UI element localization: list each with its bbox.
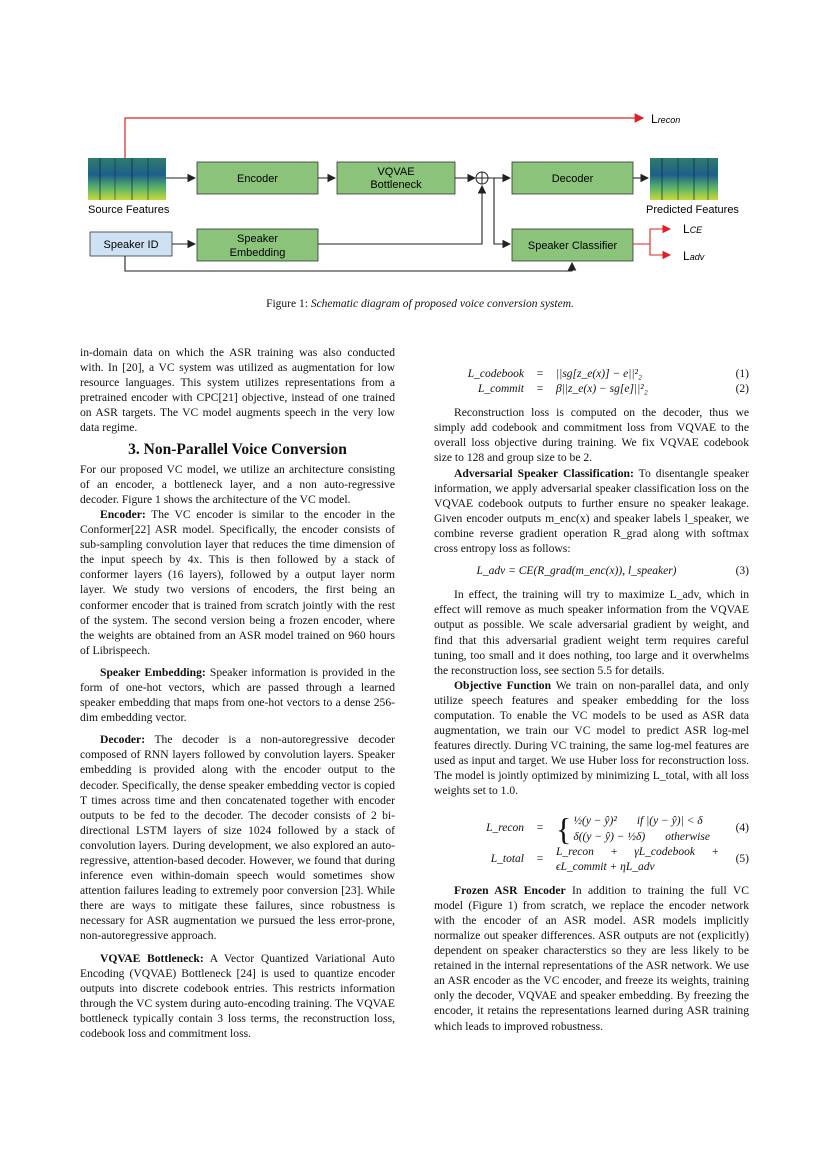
frozen-encoder-paragraph: Frozen ASR Encoder In addition to training the full VC model (Figure 1) from scratch, we replace the encoder network with the encoder of an ASR model. ASR models implicitly normalize out speaker differences. ASR outputs are not (explicitly) dependent on speaker characterstics so they are less likely to be retained in the internal representations of the ASR network. We use an ASR encoder as the VC encoder, and freeze its weights, training only the decoder, VQVAE and speaker embedding. By freezing the encoder, it retains the representations learned during ASR training which leads to improved robustness.: [434, 883, 749, 1033]
speaker-embedding-label-2: Embedding: [229, 247, 286, 259]
l-ce-label: LCE: [683, 222, 703, 236]
left-column: [80, 345, 395, 1041]
recon-paragraph: Reconstruction loss is computed on the decoder, thus we simply add codebook and commitment loss from VQVAE to the overall loss objective during training. We fix VQVAE codebook size to 128 and group size to be 2.: [434, 406, 749, 465]
speaker-id-label: Speaker ID: [103, 239, 159, 251]
right-column: [434, 345, 749, 1034]
figure-caption: Figure 1: Schematic diagram of proposed voice conversion system.: [266, 298, 574, 310]
l-adv-label: Ladv: [683, 249, 705, 263]
encoder-label: Encoder: [237, 173, 278, 185]
vqvae-paragraph: VQVAE Bottleneck: A Vector Quantized Variational Auto Encoding (VQVAE) Bottleneck [24] is used to quantize encoder outputs into discrete codebook entries. This restricts information through the VC system during auto-encoding training. The VQVAE bottleneck typically contain 3 loss terms, the reconstruction loss, codebook loss and commitment loss.: [80, 951, 395, 1041]
objective-paragraph: Objective Function We train on non-parallel data, and only utilize speech features and speaker embedding for the loss computation. To enable the VC models to be used as ASR data augmentation, we train our VC model to predict ASR log-mel features directly. During VC training, the same log-mel features are used as input and target. We use Huber loss for reconstruction loss. The model is jointly optimized by minimizing L_total, with all loss weights set to 1.0.: [434, 678, 749, 798]
decoder-label: Decoder: [551, 173, 594, 185]
overview-paragraph: For our proposed VC model, we utilize an architecture consisting of an encoder, a bottleneck layer, and a non auto-regressive decoder. Figure 1 shows the architecture of the VC model.: [80, 462, 395, 506]
encoder-paragraph: Encoder: The VC encoder is similar to the encoder in the Conformer[22] ASR model. Specifically, the encoder consists of sub-sampling convolution layer that reduces the time dimension of the input speech by 4x. This is then followed by a stack of conformer layers (16 layers), followed by a output layer norm layer. We study two versions of encoders, the first being an conformer encoder that is trained from scratch jointly with the rest of the system. The second version being a frozen encoder, where the weights are obtained from an ASR model trained on 960 hours of Librispeech.: [80, 507, 395, 657]
equation-2: L_commit = β||z_e(x) − sg[e]||²₂ (2): [478, 383, 749, 396]
vqvae-label-1: VQVAE: [377, 166, 415, 178]
speaker-classifier-label: Speaker Classifier: [527, 240, 618, 252]
intro-paragraph: in-domain data on which the ASR training was also conducted with. In [20], a VC system was utilized as augmentation for low resource languages. This system utilizes representations from a pretrained encoder with CPC[21] objective, instead of one trained on ASR targets. The VC model augments speech in the very low data regime.: [80, 346, 395, 435]
speaker-embedding-label-1: Speaker: [237, 233, 278, 245]
architecture-figure: [80, 105, 760, 295]
predicted-features-label: Predicted Features: [646, 204, 739, 216]
decoder-paragraph: Decoder: The decoder is a non-autoregressive decoder composed of RNN layers followed by convolution layers. Speaker embedding is provided along with the encoder output to the decoder. Specifically, the dense speaker embedding vector is copied T times across time and then concatenated together with encoder outputs to be fed to the decoder. The decoder consists of 2 bi-directional LSTM layers of size 1024 followed by a stack of convolution layers. During development, we also explored an auto-regressive, attention-based decoder. However, we found that during inference even within-domain speech would sometimes show attention failures leading to extremely poor conversion [23]. While there are ways to mitigate these failures, since robustness is necessary for ASR augmentation we pursued the less error-prone, non-autoregressive approach.: [80, 733, 395, 943]
adversarial-paragraph: Adversarial Speaker Classification: To disentangle speaker information, we apply adversarial speaker classification loss on the VQVAE codebook outputs to further ensure no speaker leakage. Given encoder outputs m_enc(x) and speaker labels l_speaker, we combine reverse gradient operation R_grad along with softmax cross entropy loss as follows:: [434, 466, 749, 556]
section-title: 3. Non-Parallel Voice Conversion: [128, 440, 347, 458]
equation-3: L_adv = CE(R_grad(m_enc(x)), l_speaker) (3): [476, 565, 749, 578]
vqvae-label-2: Bottleneck: [370, 179, 422, 191]
recon-loss-arrow: [125, 118, 643, 158]
equation-4: L_recon = { ½(y − ŷ)² if |(y − ŷ)| < δ δ((y − ŷ) − ½δ) otherwise (4): [486, 810, 749, 847]
source-features-label: Source Features: [88, 204, 170, 216]
equation-5: L_total = L_recon + γL_codebook + ϵL_commit + ηL_adv (5): [490, 845, 749, 873]
effect-paragraph: In effect, the training will try to maximize L_adv, which in effect will remove as much speaker information from the VQVAE output as possible. We scale adversarial gradient by weight, and find that this adversarial gradient weight term requires careful tuning, too small and it does nothing, too large and it overwhelms the reconstruction loss, see section 5.5 for details.: [434, 588, 749, 677]
equation-1: L_codebook = ||sg[z_e(x)] − e||²₂ (1): [467, 368, 749, 380]
l-recon-label: Lrecon: [651, 112, 681, 126]
speaker-embedding-paragraph: Speaker Embedding: Speaker information is provided in the form of one-hot vectors, which are passed through a learned speaker embedding that maps from one-hot vectors to a dense 256-dim embedding vector.: [80, 665, 395, 725]
caption-text: Schematic diagram of proposed voice conversion system.: [310, 298, 574, 310]
